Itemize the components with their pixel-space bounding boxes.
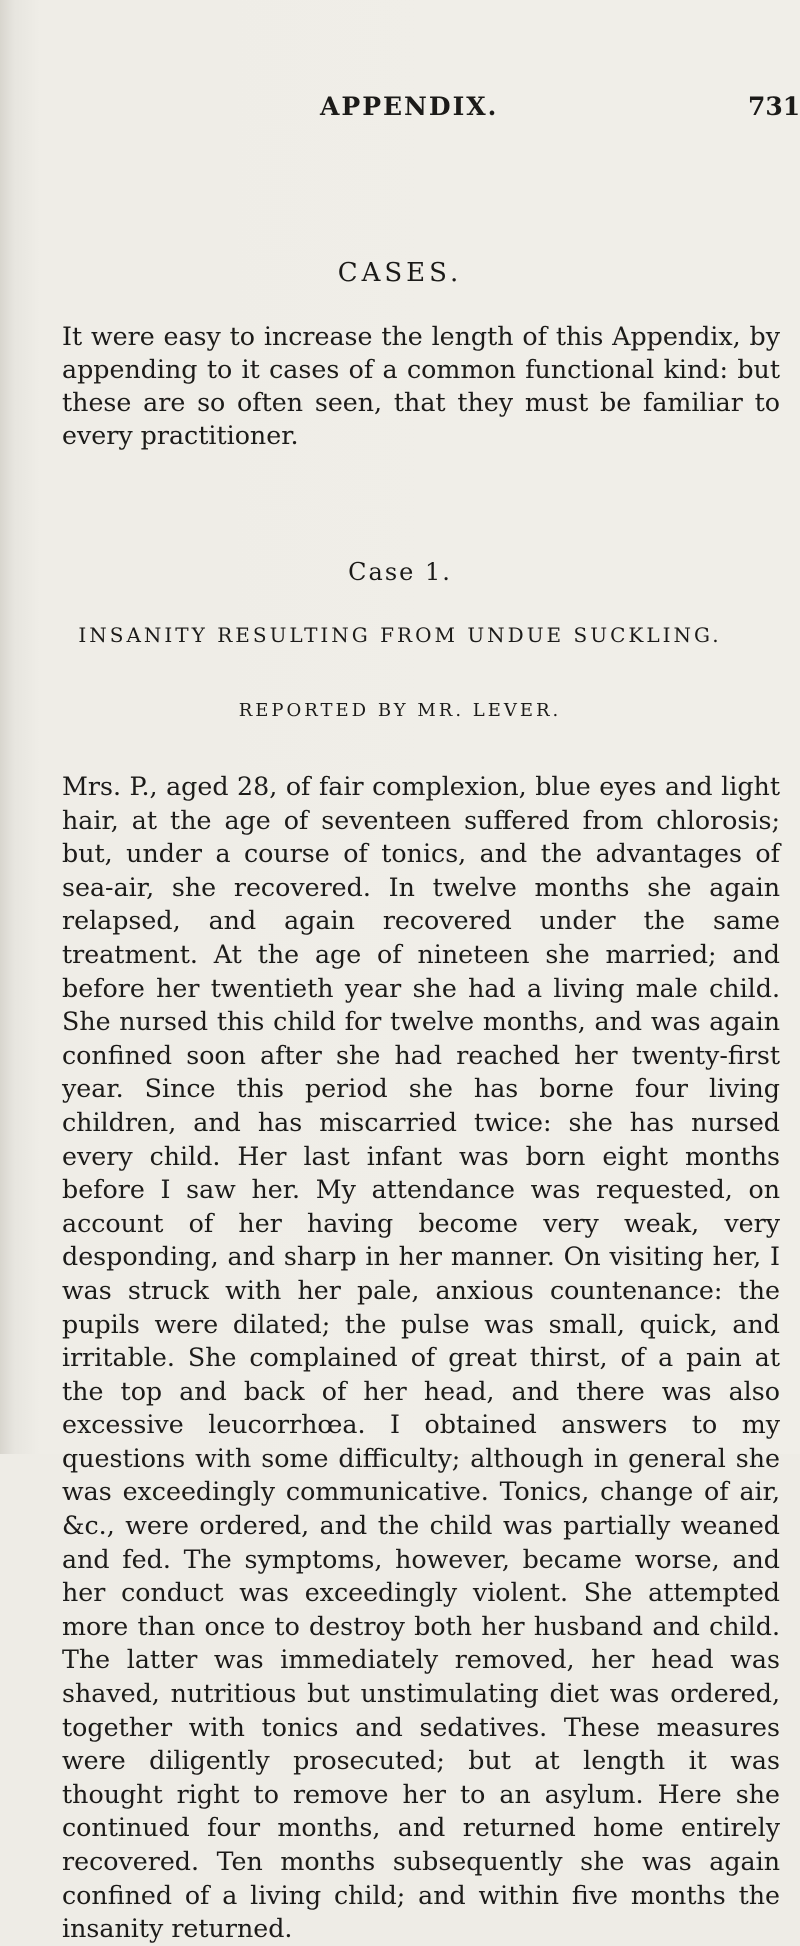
case-body-paragraph: Mrs. P., aged 28, of fair complexion, blue eyes and light hair, at the age of seventeen suffered from chlorosis; but, under a course of tonics, and the advantages of sea-air, she recovered. In twelve months she again relapsed, and again recovered under the same treatment. At the age of nineteen she married; and before her twentieth year she had a living male child. She nursed this child for twelve months, and was again confined soon after she had reached her twenty-first year. Since this period she has borne four living children, and has miscarried twice: she has nursed every child. Her last infant was born eight months before I saw her. My attendance was requested, on account of her having become very weak, very desponding, and sharp in her manner. On visiting her, I was struck with her pale, anxious countenance: the pupils were dilated; the pulse was small, quick, and irritable. She complained of great thirst, of a pain at the top and back of her head, and there was also excessive leucorrhœa. I obtained answers to my questions with some difficulty; although in general she was exceedingly communicative. Tonics, change of air, &c., were ordered, and the child was partially weaned and fed. The symptoms, however, became worse, and her conduct was exceedingly violent. She attempted more than once to destroy both her husband and child. The latter was immediately removed, her head was shaved, nutritious but unstimulating diet was ordered, together with tonics and sedatives. These measures were diligently prosecuted; but at length it was thought right to remove her to an asylum. Here she continued four months, and returned home entirely recovered. Ten months subsequently she was again confined of a living child; and within five months the insanity returned. <box>62 772 780 1944</box>
running-title: APPENDIX. <box>320 92 499 121</box>
case-title: INSANITY RESULTING FROM UNDUE SUCKLING. <box>78 623 722 647</box>
case-number: Case 1. <box>348 558 452 586</box>
case-reporter: REPORTED BY MR. LEVER. <box>238 700 562 721</box>
intro-paragraph: It were easy to increase the length of this Appendix, by appending to it cases of a common functional kind: but these are so often seen, that they must be familiar to every practitioner. <box>62 322 780 450</box>
page-number: 731 <box>748 92 800 121</box>
page-header <box>0 92 800 132</box>
section-title: CASES. <box>337 258 463 288</box>
